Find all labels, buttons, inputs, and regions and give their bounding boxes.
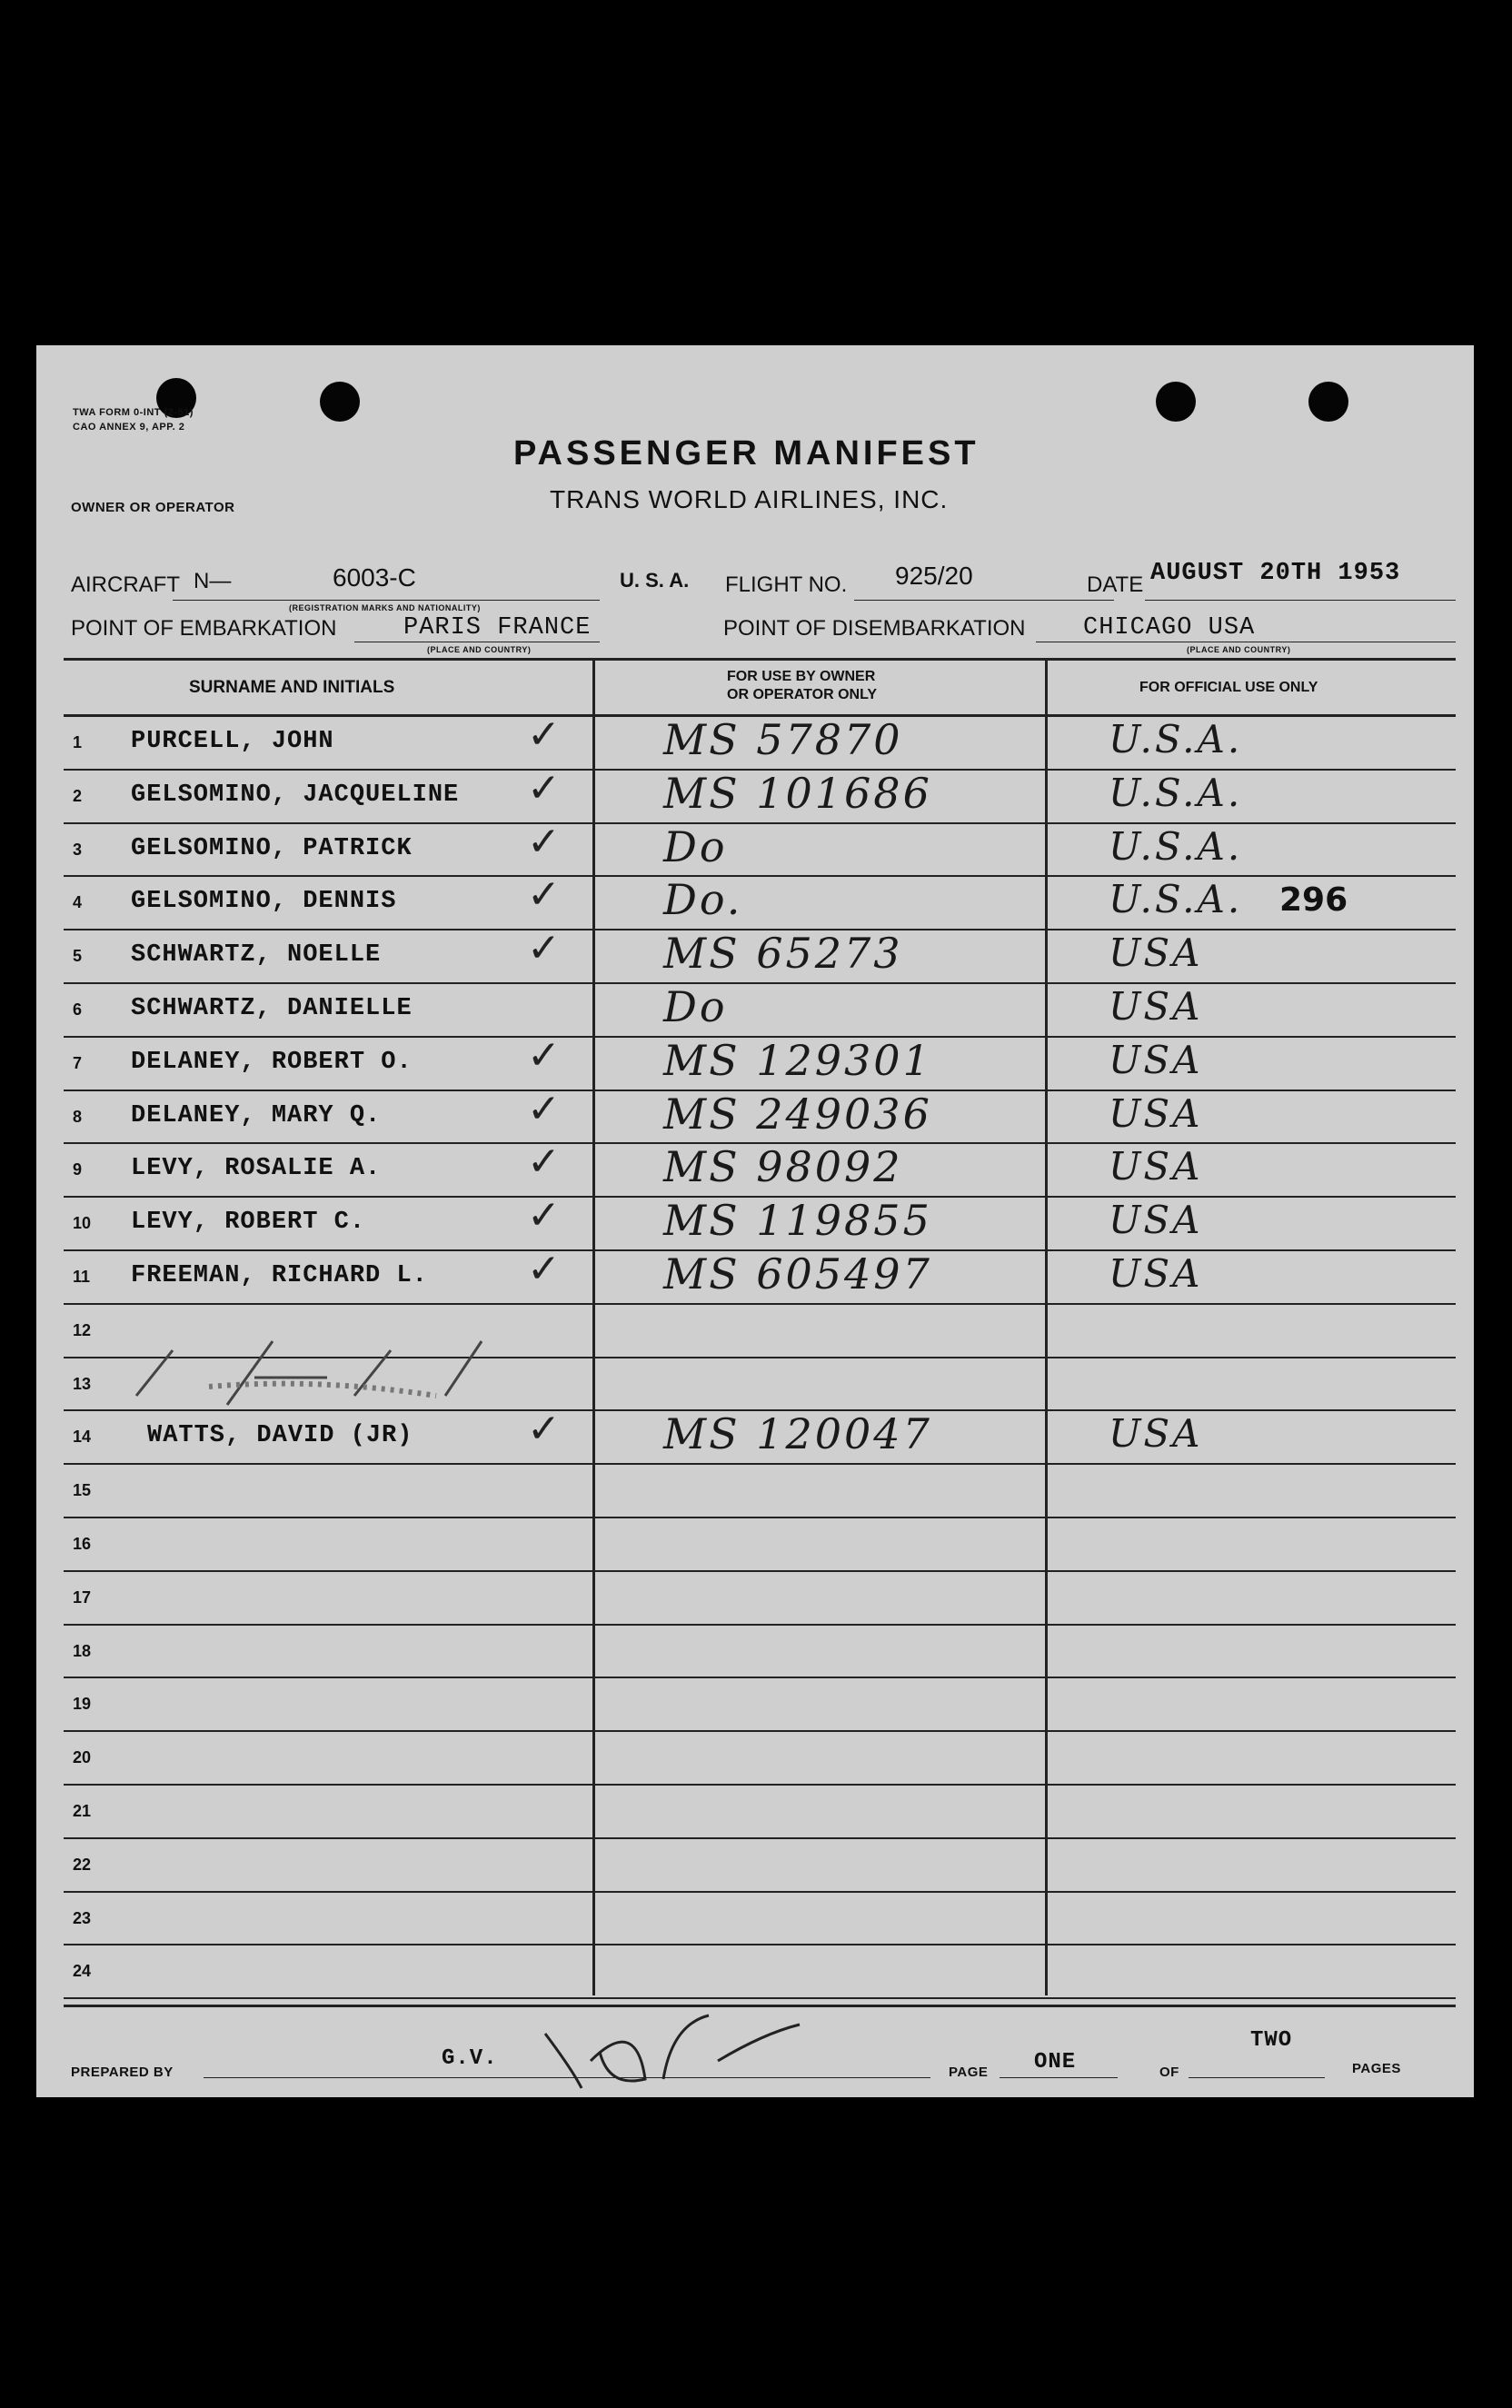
table-row bbox=[36, 1839, 1474, 1893]
nationality: USA bbox=[1109, 1144, 1203, 1189]
passenger-name: FREEMAN, RICHARD L. bbox=[131, 1262, 428, 1289]
prepared-by-value: G.V. bbox=[442, 2046, 498, 2071]
row-number: 17 bbox=[73, 1587, 92, 1607]
total-pages: TWO bbox=[1250, 2028, 1293, 2053]
disembarkation-label: POINT OF DISEMBARKATION bbox=[723, 616, 1026, 641]
passport-number: MS 119855 bbox=[663, 1196, 932, 1246]
passenger-name: SCHWARTZ, DANIELLE bbox=[131, 995, 413, 1022]
table-row bbox=[36, 925, 1474, 984]
page-label: PAGE bbox=[949, 2065, 989, 2080]
nationality: USA bbox=[1109, 984, 1203, 1029]
passenger-name: PURCELL, JOHN bbox=[131, 728, 334, 755]
passport-number: MS 120047 bbox=[663, 1409, 932, 1459]
passport-number: MS 101686 bbox=[663, 768, 932, 818]
row-number: 19 bbox=[73, 1695, 92, 1714]
row-number: 5 bbox=[73, 947, 83, 966]
nationality: U.S.A. bbox=[1109, 823, 1243, 869]
row-number: 3 bbox=[73, 840, 83, 859]
table-row bbox=[36, 871, 1474, 930]
nationality: U.S.A. bbox=[1109, 770, 1243, 815]
passport-number: MS 249036 bbox=[663, 1089, 932, 1139]
table-row bbox=[36, 1031, 1474, 1091]
embarkation-caption: (PLACE AND COUNTRY) bbox=[427, 645, 532, 654]
nationality: U.S.A. bbox=[1109, 717, 1243, 761]
passenger-name: GELSOMINO, DENNIS bbox=[131, 888, 397, 916]
row-number: 16 bbox=[73, 1535, 92, 1553]
passenger-name: LEVY, ROSALIE A. bbox=[131, 1155, 382, 1183]
stamp-number: 296 bbox=[1279, 881, 1348, 919]
aircraft-registration: 6003-C bbox=[333, 563, 416, 592]
form-code: TWA FORM 0-INT (2-51) bbox=[73, 407, 194, 418]
table-row bbox=[36, 1732, 1474, 1786]
embarkation-place: PARIS FRANCE bbox=[403, 614, 592, 642]
table-row bbox=[36, 1406, 1474, 1465]
owner-operator-label: OWNER OR OPERATOR bbox=[71, 500, 235, 515]
usa-label: U. S. A. bbox=[620, 569, 690, 592]
manifest-sheet bbox=[36, 345, 1474, 2097]
nationality: USA bbox=[1109, 930, 1203, 976]
checkmark-icon: ✓ bbox=[527, 1085, 561, 1132]
checkmark-icon: ✓ bbox=[527, 764, 561, 811]
page-number: ONE bbox=[1034, 2050, 1077, 2075]
passport-number: Do bbox=[663, 821, 728, 871]
embarkation-label: POINT OF EMBARKATION bbox=[71, 616, 337, 641]
passport-number: MS 98092 bbox=[663, 1142, 903, 1192]
table-row bbox=[36, 1893, 1474, 1946]
crossed-out-scribble bbox=[118, 1323, 591, 1414]
passport-number: MS 129301 bbox=[663, 1035, 932, 1085]
column-header-official: FOR OFFICIAL USE ONLY bbox=[1139, 680, 1318, 695]
row-number: 2 bbox=[73, 786, 83, 805]
row-number: 6 bbox=[73, 1000, 83, 1019]
table-row bbox=[36, 1678, 1474, 1732]
row-number: 23 bbox=[73, 1908, 92, 1927]
column-header-owner-2: OR OPERATOR ONLY bbox=[727, 687, 878, 702]
punch-hole bbox=[320, 382, 360, 422]
page-title: PASSENGER MANIFEST bbox=[513, 434, 980, 473]
checkmark-icon: ✓ bbox=[527, 818, 561, 865]
checkmark-icon: ✓ bbox=[527, 925, 561, 972]
checkmark-icon: ✓ bbox=[527, 1192, 561, 1239]
row-number: 24 bbox=[73, 1962, 92, 1981]
passport-number: Do. bbox=[663, 875, 743, 925]
column-header-surname: SURNAME AND INITIALS bbox=[189, 678, 395, 697]
passport-number: Do bbox=[663, 982, 728, 1031]
nationality: USA bbox=[1109, 1198, 1203, 1243]
checkmark-icon: ✓ bbox=[527, 871, 561, 919]
disembarkation-place: CHICAGO USA bbox=[1083, 614, 1256, 642]
flight-number: 925/20 bbox=[895, 562, 973, 590]
table-row bbox=[36, 1085, 1474, 1145]
table-row bbox=[36, 1246, 1474, 1305]
table-row bbox=[36, 1192, 1474, 1251]
row-number: 14 bbox=[73, 1428, 92, 1447]
nationality: USA bbox=[1109, 1251, 1203, 1296]
aircraft-prefix: N— bbox=[194, 569, 232, 593]
nationality: U.S.A. bbox=[1109, 877, 1243, 922]
row-number: 10 bbox=[73, 1214, 92, 1233]
row-number: 20 bbox=[73, 1748, 92, 1767]
punch-hole bbox=[1308, 382, 1348, 422]
table-row bbox=[36, 711, 1474, 771]
passport-number: MS 57870 bbox=[663, 715, 903, 764]
flight-date: AUGUST 20TH 1953 bbox=[1150, 560, 1401, 587]
form-annex: CAO ANNEX 9, APP. 2 bbox=[73, 422, 185, 433]
row-number: 15 bbox=[73, 1481, 92, 1500]
row-number: 12 bbox=[73, 1320, 92, 1339]
table-row bbox=[36, 818, 1474, 878]
signature bbox=[527, 1997, 818, 2097]
passport-number: MS 65273 bbox=[663, 929, 903, 979]
table-row bbox=[36, 1572, 1474, 1626]
punch-hole bbox=[1156, 382, 1196, 422]
column-header-owner-1: FOR USE BY OWNER bbox=[727, 669, 876, 684]
row-number: 18 bbox=[73, 1641, 92, 1660]
row-number: 9 bbox=[73, 1160, 83, 1179]
row-number: 21 bbox=[73, 1802, 92, 1820]
row-number: 13 bbox=[73, 1374, 92, 1393]
checkmark-icon: ✓ bbox=[527, 1031, 561, 1079]
checkmark-icon: ✓ bbox=[527, 1246, 561, 1292]
passenger-name: DELANEY, MARY Q. bbox=[131, 1101, 382, 1129]
prepared-by-label: PREPARED BY bbox=[71, 2065, 174, 2080]
nationality: USA bbox=[1109, 1037, 1203, 1082]
passenger-name: DELANEY, ROBERT O. bbox=[131, 1048, 413, 1076]
table-row bbox=[36, 1465, 1474, 1518]
of-label: OF bbox=[1159, 2065, 1179, 2080]
passenger-name: SCHWARTZ, NOELLE bbox=[131, 941, 382, 970]
row-number: 8 bbox=[73, 1107, 83, 1126]
airline-name: TRANS WORLD AIRLINES, INC. bbox=[550, 485, 949, 513]
row-number: 11 bbox=[73, 1268, 91, 1286]
row-number: 22 bbox=[73, 1855, 92, 1874]
table-row bbox=[36, 1518, 1474, 1572]
row-number: 1 bbox=[73, 733, 83, 751]
nationality: USA bbox=[1109, 1090, 1203, 1136]
row-number: 4 bbox=[73, 893, 83, 912]
nationality: USA bbox=[1109, 1411, 1203, 1457]
flight-label: FLIGHT NO. bbox=[725, 572, 848, 597]
checkmark-icon: ✓ bbox=[527, 1406, 561, 1453]
date-label: DATE bbox=[1087, 572, 1144, 597]
table-row bbox=[36, 1139, 1474, 1198]
table-row bbox=[36, 1786, 1474, 1839]
table-row bbox=[36, 984, 1474, 1038]
aircraft-label: AIRCRAFT bbox=[71, 572, 180, 597]
table-row bbox=[36, 1945, 1474, 1999]
row-number: 7 bbox=[73, 1053, 83, 1072]
table-row bbox=[36, 764, 1474, 824]
passenger-name: LEVY, ROBERT C. bbox=[131, 1209, 366, 1237]
pages-label: PAGES bbox=[1352, 2061, 1401, 2076]
checkmark-icon: ✓ bbox=[527, 711, 561, 758]
table-row bbox=[36, 1626, 1474, 1679]
aircraft-caption: (REGISTRATION MARKS AND NATIONALITY) bbox=[289, 603, 481, 612]
passenger-name: WATTS, DAVID (JR) bbox=[147, 1422, 413, 1450]
passenger-name: GELSOMINO, JACQUELINE bbox=[131, 781, 460, 809]
passenger-name: GELSOMINO, PATRICK bbox=[131, 834, 413, 862]
disembarkation-caption: (PLACE AND COUNTRY) bbox=[1187, 645, 1291, 654]
checkmark-icon: ✓ bbox=[527, 1139, 561, 1186]
passport-number: MS 605497 bbox=[663, 1249, 932, 1299]
